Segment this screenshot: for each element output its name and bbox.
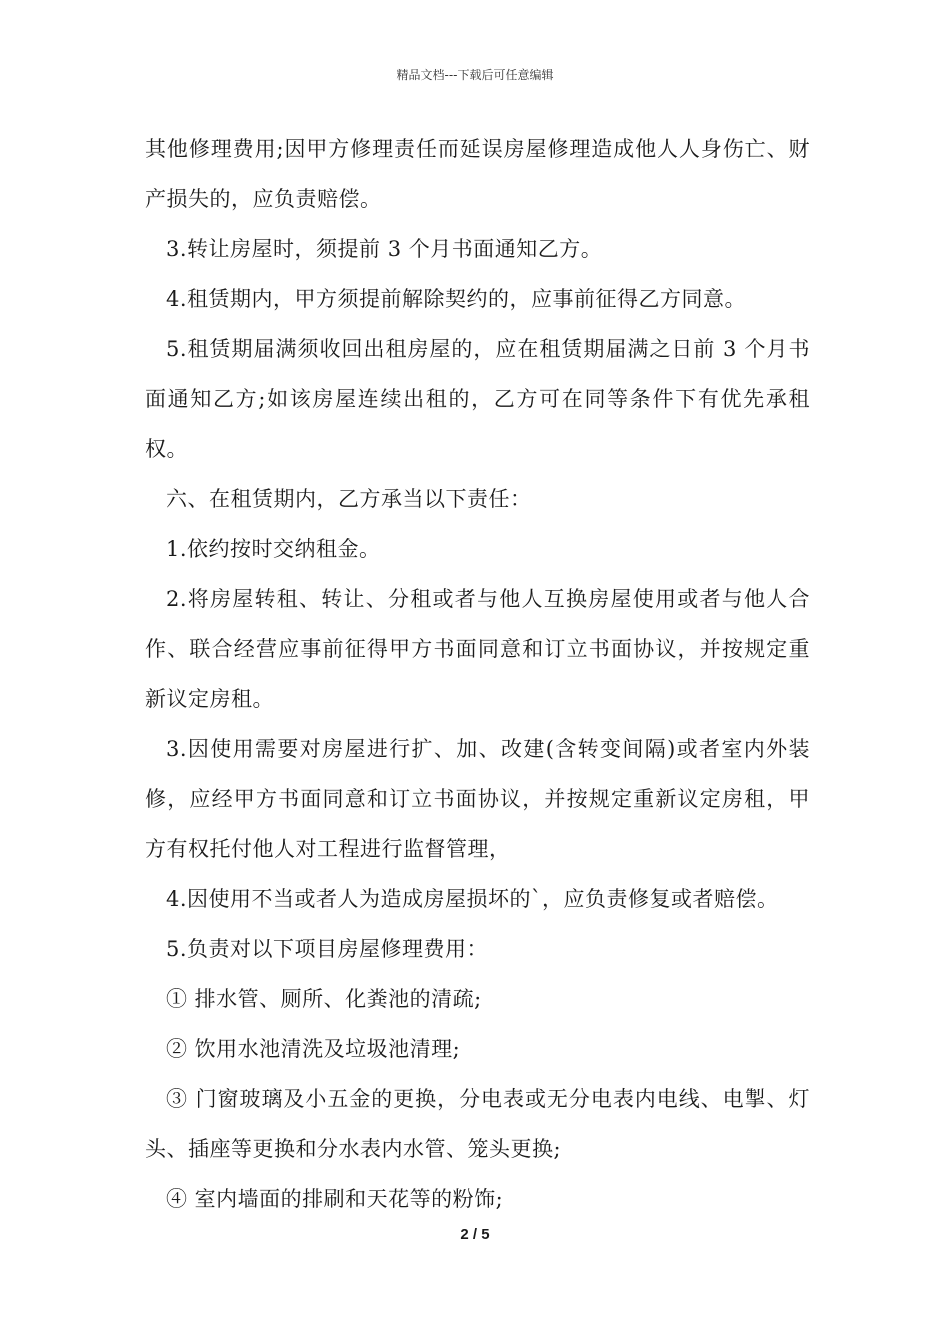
paragraph: 3.转让房屋时，须提前 3 个月书面通知乙方。 bbox=[166, 237, 603, 261]
page-number bbox=[0, 1226, 950, 1243]
section-heading: 六、在租赁期内，乙方承当以下责任： bbox=[166, 487, 532, 511]
paragraph: 4.因使用不当或者人为造成房屋损坏的`，应负责修复或者赔偿。 bbox=[166, 887, 779, 911]
list-item: ③ 门窗玻璃及小五金的更换，分电表或无分电表内电线、电掣、灯头、插座等更换和分水表内水管、笼头更换; bbox=[145, 1087, 810, 1161]
paragraph: 5.负责对以下项目房屋修理费用： bbox=[166, 937, 489, 961]
list-item: ④ 室内墙面的排刷和天花等的粉饰; bbox=[166, 1187, 504, 1211]
paragraph: 3.因使用需要对房屋进行扩、加、改建(含转变间隔)或者室内外装修，应经甲方书面同意和订立书面协议，并按规定重新议定房租，甲方有权托付他人对工程进行监督管理， bbox=[145, 737, 810, 861]
paragraph: 2.将房屋转租、转让、分租或者与他人互换房屋使用或者与他人合作、联合经营应事前征得甲方书面同意和订立书面协议，并按规定重新议定房租。 bbox=[145, 587, 810, 711]
paragraph: 5.租赁期届满须收回出租房屋的，应在租赁期届满之日前 3 个月书面通知乙方;如该房屋连续出租的，乙方可在同等条件下有优先承租权。 bbox=[145, 337, 810, 461]
paragraph: 4.租赁期内，甲方须提前解除契约的，应事前征得乙方同意。 bbox=[166, 287, 747, 311]
list-item: ② 饮用水池清洗及垃圾池清理; bbox=[166, 1037, 461, 1061]
paragraph: 1.依约按时交纳租金。 bbox=[166, 537, 381, 561]
page-header bbox=[0, 66, 950, 83]
page-separator: / bbox=[472, 1226, 478, 1243]
header-text: 精品文档---下载后可任意编辑 bbox=[396, 68, 554, 82]
list-item: ① 排水管、厕所、化粪池的清疏; bbox=[166, 987, 482, 1011]
document-body bbox=[145, 124, 810, 1224]
page-total: 5 bbox=[481, 1226, 490, 1243]
page-current: 2 bbox=[460, 1226, 469, 1243]
paragraph: 其他修理费用;因甲方修理责任而延误房屋修理造成他人人身伤亡、财产损失的，应负责赔偿。 bbox=[145, 137, 810, 211]
